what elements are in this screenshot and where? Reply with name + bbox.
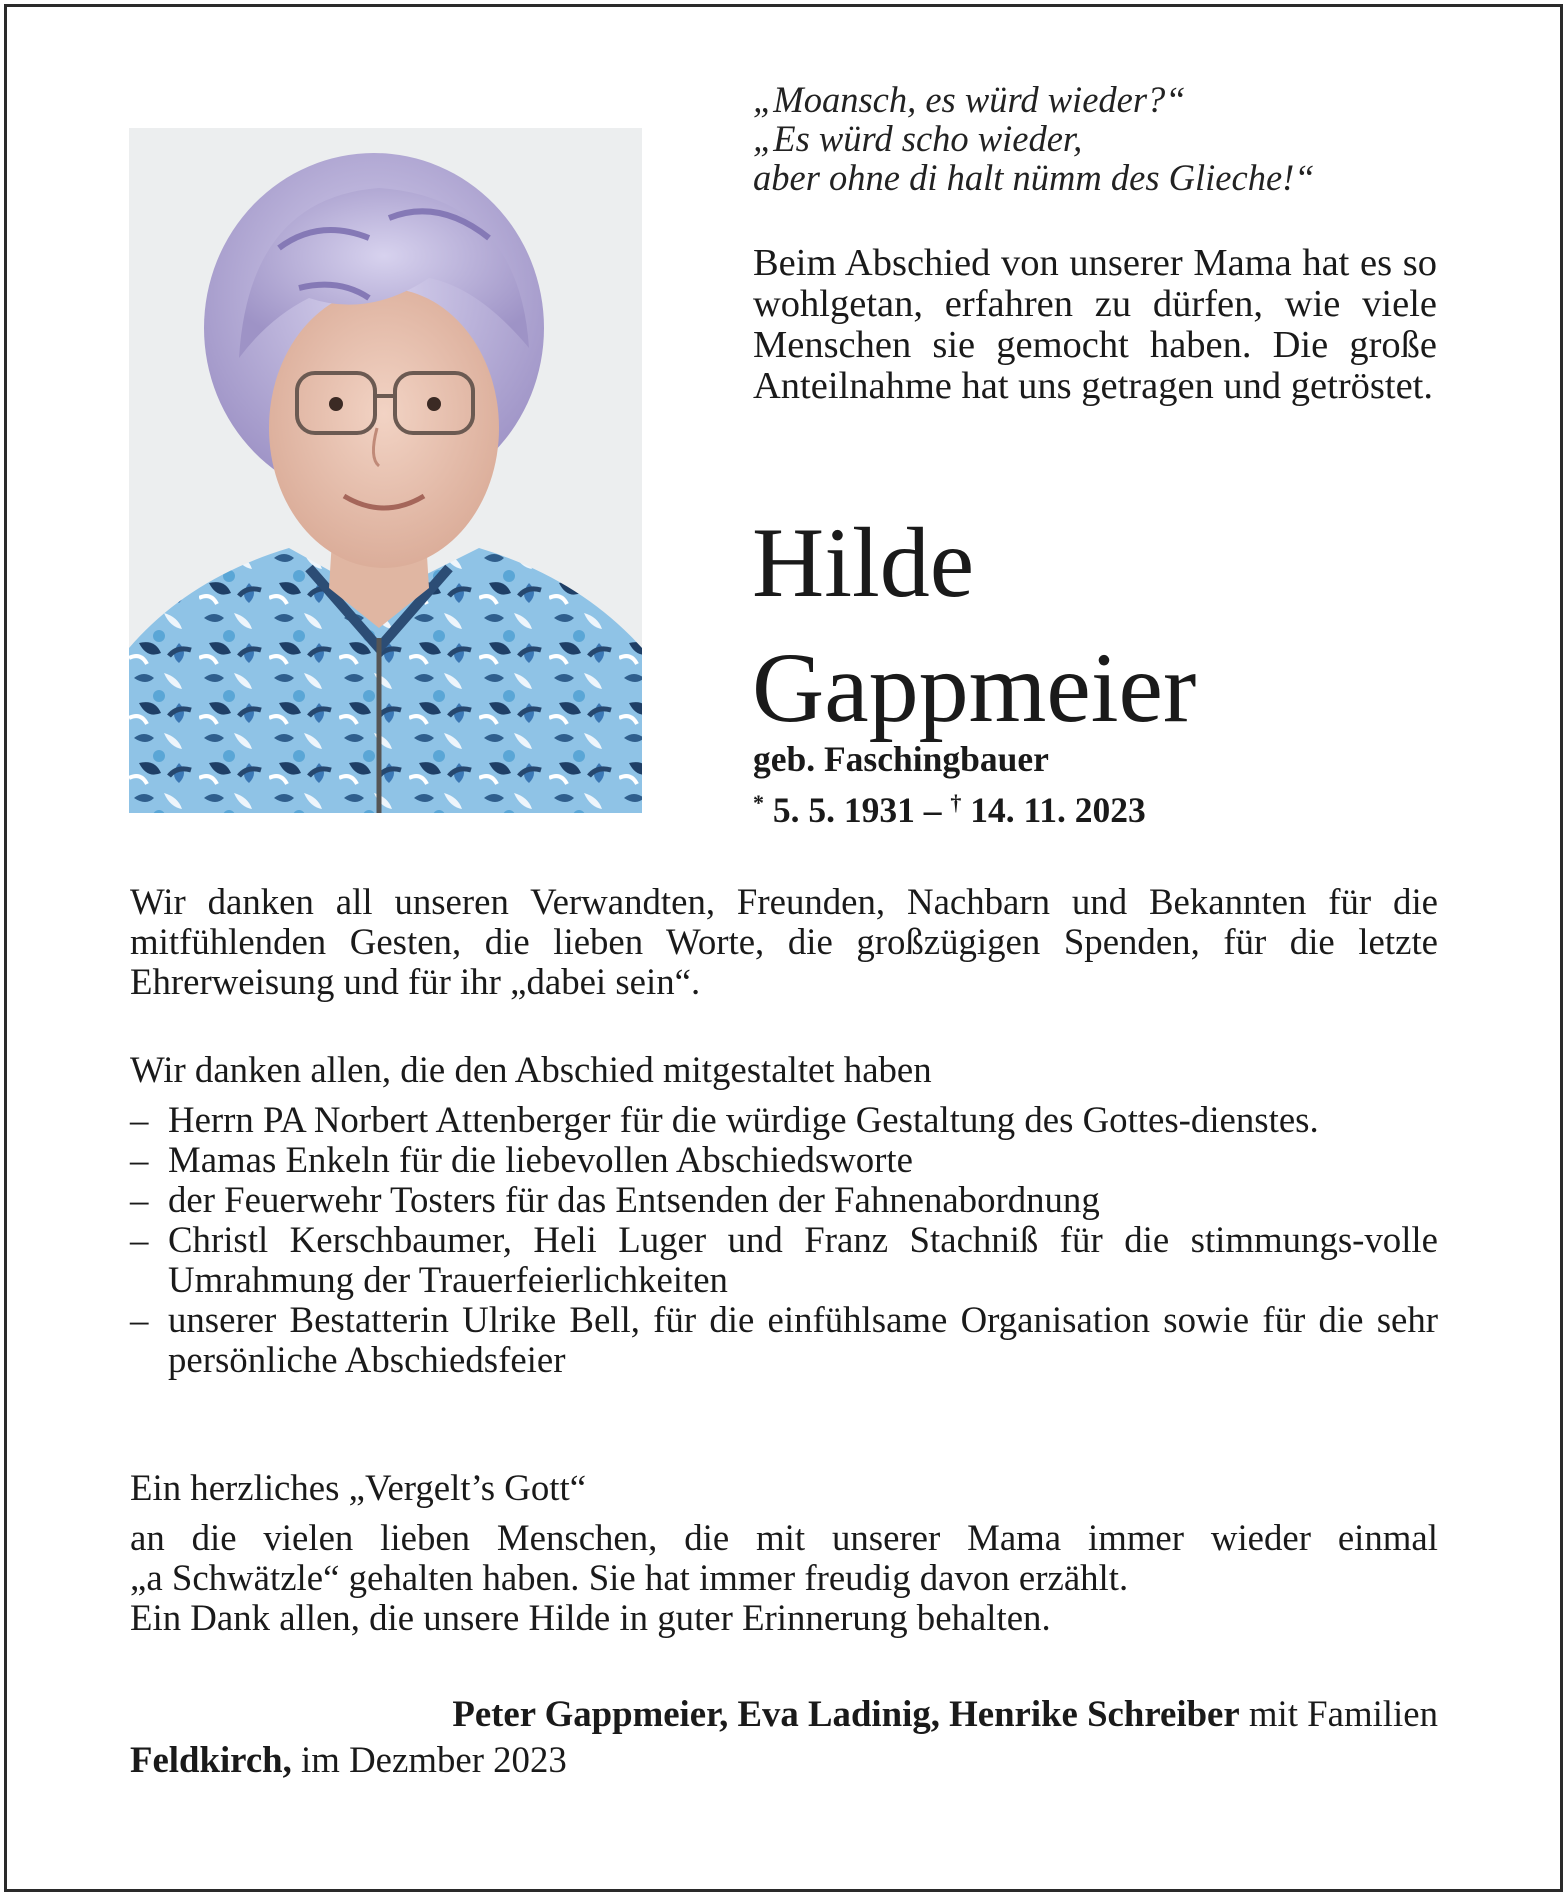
vergelts-line: an die vielen lieben Menschen, die mit unserer Mama immer wieder einmal — [130, 1517, 1438, 1558]
vergelts-line: „a Schwätzle“ gehalten haben. Sie hat immer freudig davon erzählt. — [130, 1557, 1129, 1598]
intro-paragraph: Beim Abschied von unserer Mama hat es so wohlgetan, erfahren zu dürfen, wie viele Menschen sie gemocht haben. Die große Anteilnahme hat uns getragen und getröstet. — [753, 242, 1437, 407]
thanks-list-intro: Wir danken allen, die den Abschied mitgestaltet haben — [130, 1049, 932, 1090]
list-dash: – — [130, 1219, 149, 1260]
quote — [753, 80, 1473, 197]
place-city: Feldkirch, — [130, 1739, 292, 1780]
list-item — [130, 1220, 1438, 1300]
list-item-text: Christl Kerschbaumer, Heli Luger und Franz Stachniß für die stimmungs-volle Umrahmung der Trauerfeierlichkeiten — [168, 1219, 1438, 1300]
list-item-text: Mamas Enkeln für die liebevollen Abschiedsworte — [168, 1139, 913, 1180]
deceased-name — [752, 500, 1512, 750]
list-item-text: unserer Bestatterin Ulrike Bell, für die einfühlsame Organisation sowie für die sehr persönliche Abschiedsfeier — [168, 1299, 1438, 1380]
signature — [452, 1694, 1438, 1734]
vergelts-body — [130, 1518, 1438, 1638]
life-dates — [753, 783, 1146, 830]
list-item — [130, 1100, 1438, 1140]
quote-line: aber ohne di halt nümm des Glieche!“ — [753, 157, 1315, 198]
maiden-name: geb. Faschingbauer — [753, 739, 1049, 779]
vergelts-title: Ein herzliches „Vergelt’s Gott“ — [130, 1467, 587, 1508]
birth-symbol: * — [753, 790, 764, 815]
last-name: Gappmeier — [752, 632, 1197, 743]
portrait-photo — [129, 128, 642, 813]
list-item-text: der Feuerwehr Tosters für das Entsenden der Fahnenabordnung — [168, 1179, 1100, 1220]
list-dash: – — [130, 1139, 149, 1180]
list-dash: – — [130, 1299, 149, 1340]
portrait-illustration — [129, 128, 642, 813]
birth-date: 5. 5. 1931 – — [772, 790, 942, 830]
place-date-text: im Dezmber 2023 — [291, 1739, 567, 1780]
place-date — [130, 1740, 567, 1780]
list-dash: – — [130, 1179, 149, 1220]
list-item — [130, 1180, 1438, 1220]
death-symbol: † — [950, 790, 962, 815]
list-item — [130, 1140, 1438, 1180]
list-dash: – — [130, 1099, 149, 1140]
vergelts-line: Ein Dank allen, die unsere Hilde in guter Erinnerung behalten. — [130, 1597, 1051, 1638]
quote-line: „Moansch, es würd wieder?“ — [753, 79, 1186, 120]
first-name: Hilde — [752, 507, 975, 618]
thanks-paragraph: Wir danken all unseren Verwandten, Freunden, Nachbarn und Bekannten für die mitfühlenden Gesten, die lieben Worte, die großzügigen Spenden, für die letzte Ehrerweisung und für ihr „dabei sein“. — [130, 881, 1438, 1002]
quote-line: „Es würd scho wieder, — [753, 118, 1083, 159]
list-item — [130, 1300, 1438, 1380]
signature-suffix: mit Familien — [1239, 1693, 1438, 1734]
list-item-text: Herrn PA Norbert Attenberger für die würdige Gestaltung des Gottes-dienstes. — [168, 1099, 1319, 1140]
thanks-list — [130, 1100, 1438, 1380]
death-date: 14. 11. 2023 — [970, 790, 1146, 830]
signature-names: Peter Gappmeier, Eva Ladinig, Henrike Schreiber — [452, 1693, 1240, 1734]
